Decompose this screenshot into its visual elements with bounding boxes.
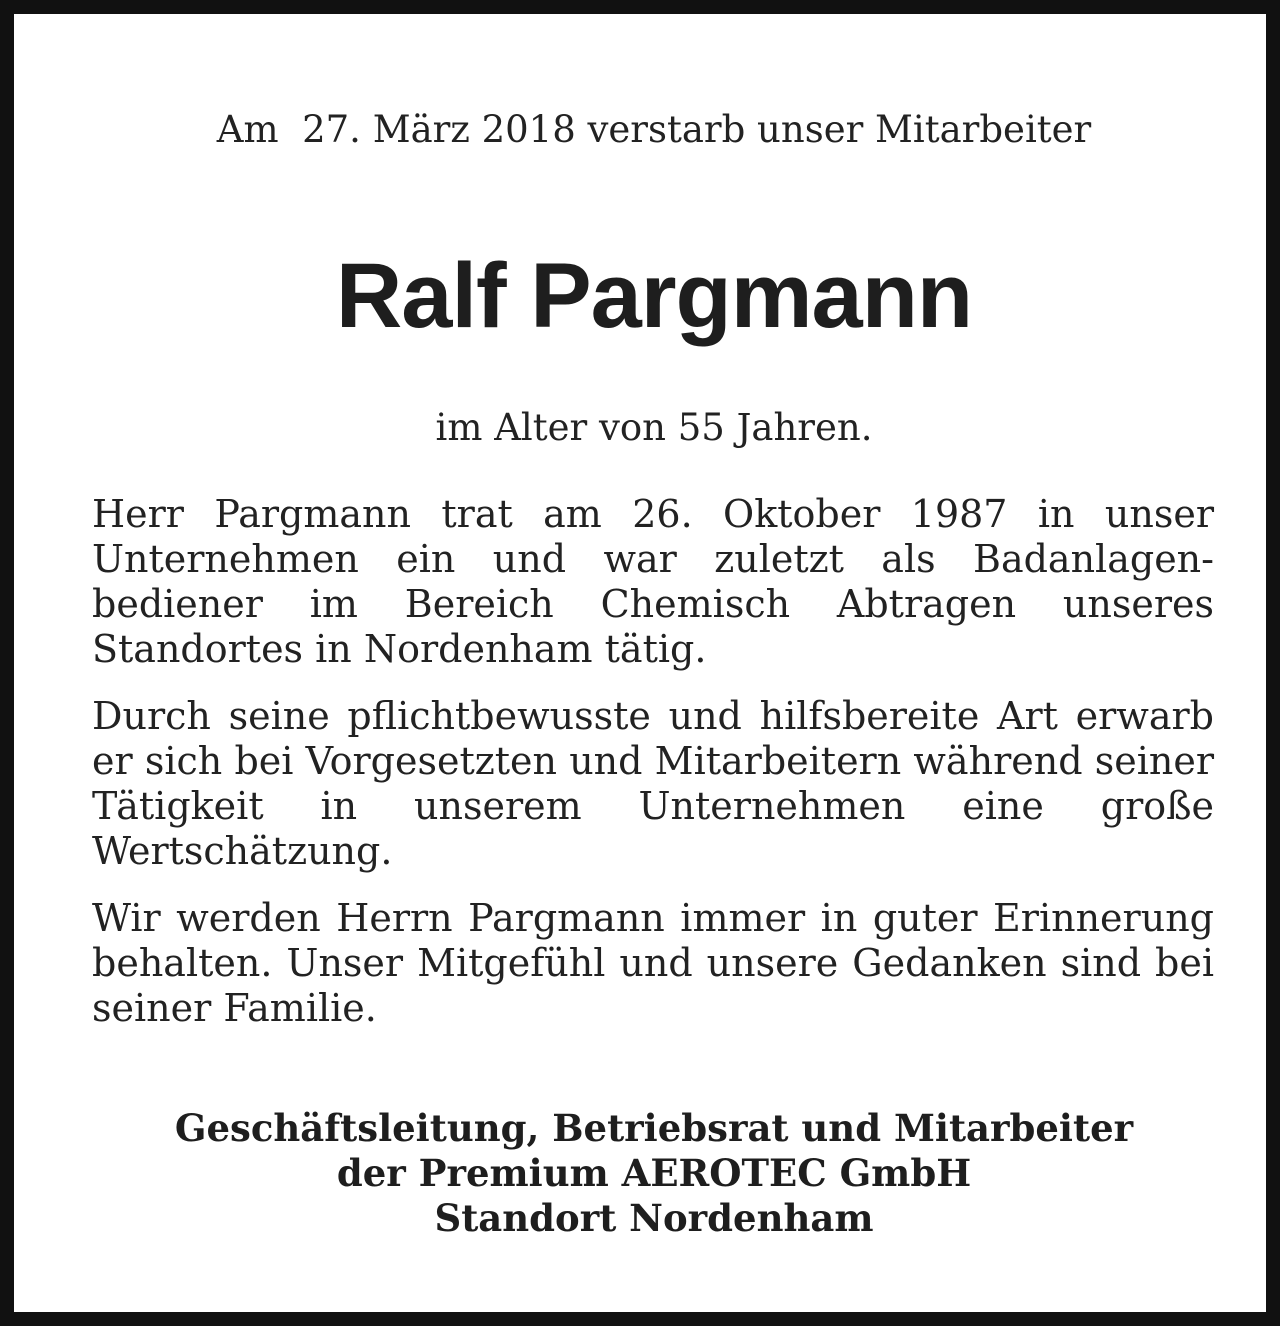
age-line: im Alter von 55 Jahren. — [435, 406, 873, 449]
signature-line-3: Standort Nordenham — [434, 1196, 874, 1240]
signature-line-2: der Premium AEROTEC GmbH — [336, 1151, 972, 1195]
paragraph-appreciation: Durch seine pflichtbewusste und hilfsbereite Art erwarb er sich bei Vorgesetzten und Mitarbeitern während seiner Tätigkeit in unserem Unternehmen eine große Wertschätzung. — [92, 694, 1214, 873]
notice-body — [92, 492, 1214, 1053]
paragraph-condolence: Wir werden Herrn Pargmann immer in guter Erinnerung behalten. Unser Mitgefühl und unsere Gedanken sind bei seiner Familie. — [92, 896, 1214, 1030]
paragraph-career: Herr Pargmann trat am 26. Oktober 1987 in unser Unternehmen ein und war zuletzt als Badanlagenbediener im Bereich Chemisch Abtragen unseres Standortes in Nordenham tätig. — [92, 492, 1214, 671]
signature-line-1: Geschäftsleitung, Betriebsrat und Mitarbeiter — [174, 1106, 1134, 1150]
deceased-name: Ralf Pargmann — [335, 245, 973, 347]
intro-line: Am 27. März 2018 verstarb unser Mitarbeiter — [216, 108, 1092, 151]
signature-block — [14, 1106, 1280, 1241]
